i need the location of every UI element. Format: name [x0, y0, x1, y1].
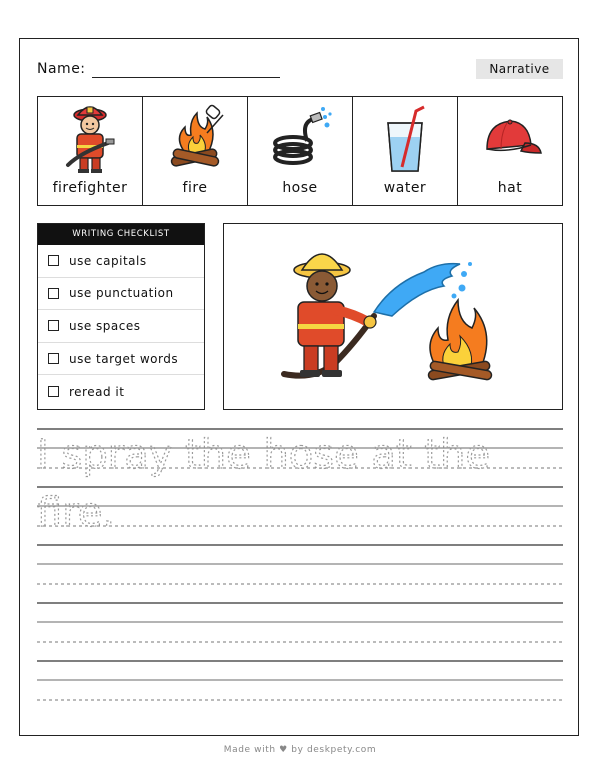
checkbox[interactable] — [48, 255, 59, 266]
checklist-item[interactable] — [38, 245, 204, 278]
checklist-item[interactable] — [38, 343, 204, 376]
checklist-item-label: use punctuation — [69, 286, 174, 301]
heart-icon: ♥ — [279, 745, 288, 755]
vocab-word-water: water — [383, 180, 427, 196]
firefighter-spraying-fire-illustration — [224, 224, 561, 408]
vocabulary-strip — [37, 96, 563, 206]
checklist-item-label: use target words — [69, 351, 179, 366]
vocab-word-hose: hose — [282, 180, 318, 196]
checklist-item[interactable] — [38, 278, 204, 311]
scene-illustration — [223, 223, 563, 410]
tracing-text-line-1: I spray the hose at the — [37, 432, 490, 478]
checkbox[interactable] — [48, 320, 59, 331]
checklist-item-label: reread it — [69, 384, 125, 399]
handwriting-area[interactable] — [37, 427, 563, 707]
footer-suffix: by deskpety.com — [291, 745, 377, 755]
footer-prefix: Made with — [223, 745, 276, 755]
checkbox[interactable] — [48, 386, 59, 397]
checkbox[interactable] — [48, 353, 59, 364]
handwriting-lines — [37, 427, 563, 707]
name-write-line[interactable] — [92, 77, 280, 78]
checklist-item[interactable] — [38, 310, 204, 343]
vocab-word-firefighter: firefighter — [52, 180, 128, 196]
vocab-card-hat — [458, 97, 562, 205]
vocab-word-fire: fire — [182, 180, 208, 196]
water-glass-icon — [380, 103, 430, 175]
footer-credit — [0, 745, 600, 755]
checklist-title: WRITING CHECKLIST — [38, 224, 204, 245]
checklist-item-label: use capitals — [69, 253, 147, 268]
genre-badge: Narrative — [476, 59, 563, 79]
vocab-card-fire — [143, 97, 248, 205]
worksheet-page — [19, 38, 579, 736]
hose-icon — [267, 103, 333, 175]
vocab-card-hose — [248, 97, 353, 205]
cap-icon — [477, 103, 543, 175]
checklist-item-label: use spaces — [69, 318, 141, 333]
name-label: Name: — [37, 61, 86, 77]
checkbox[interactable] — [48, 288, 59, 299]
vocab-card-water — [353, 97, 458, 205]
checklist-item[interactable] — [38, 375, 204, 408]
writing-checklist — [37, 223, 205, 410]
vocab-word-hat: hat — [497, 180, 523, 196]
vocab-card-firefighter — [38, 97, 143, 205]
tracing-text-line-2: fire. — [37, 490, 116, 536]
firefighter-icon — [60, 103, 120, 175]
campfire-icon — [163, 103, 227, 175]
